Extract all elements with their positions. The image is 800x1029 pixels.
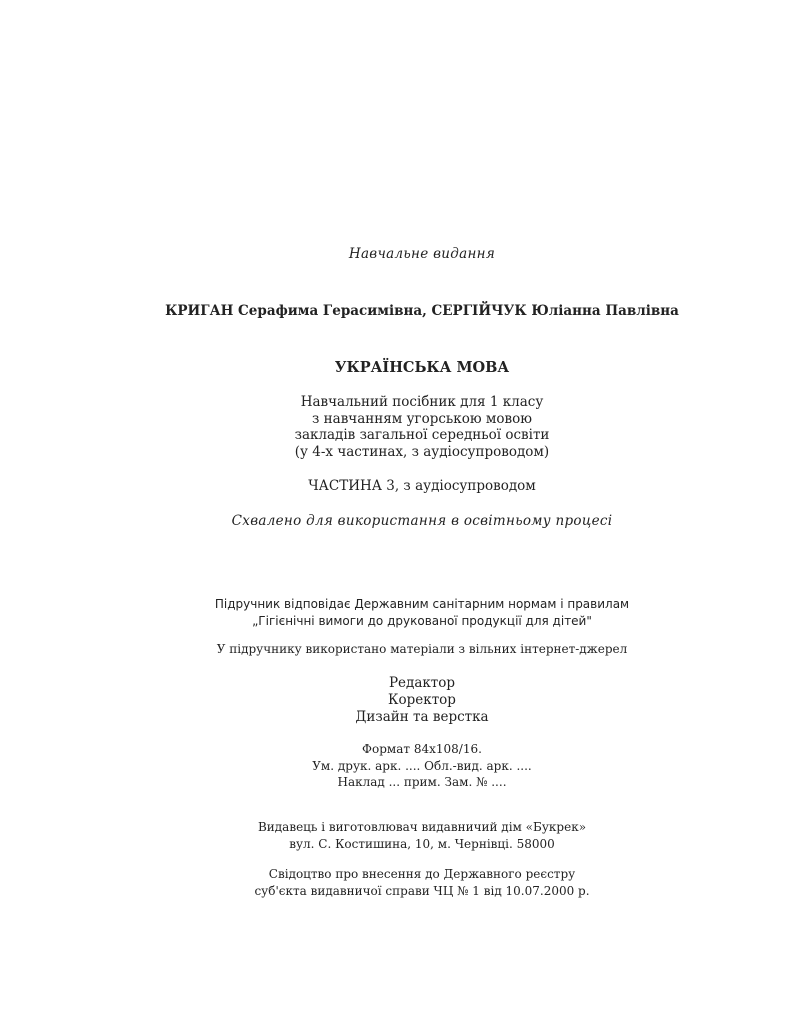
book-title: УКРАЇНСЬКА МОВА — [334, 359, 510, 376]
sanitary-note — [0, 596, 800, 629]
publisher-address: вул. С. Костишина, 10, м. Чернівці. 58000 — [289, 836, 555, 851]
certificate-line: Свідоцтво про внесення до Державного реєстру — [268, 867, 576, 881]
format-line: Наклад ... прим. Зам. № .... — [337, 775, 507, 790]
format-line: Ум. друк. арк. .... Обл.-вид. арк. .... — [312, 758, 532, 773]
staff-design: Дизайн та верстка — [355, 708, 489, 725]
format-info — [0, 741, 800, 791]
publisher-line: Видавець і виготовлювач видавничий дім «Букрек» — [257, 820, 587, 834]
sources-note: У підручнику використано матеріали з вільних інтернет-джерел — [216, 642, 628, 656]
subtitle-block — [0, 394, 800, 461]
registry-certificate — [0, 866, 800, 900]
staff-credits — [0, 675, 800, 725]
subtitle-line: з навчанням угорською мовою — [312, 410, 532, 427]
format-line: Формат 84x108/16. — [362, 742, 482, 756]
approval-note: Схвалено для використання в освітньому процесі — [231, 513, 613, 529]
certificate-line: суб'єкта видавничої справи ЧЦ № 1 від 10.07.2000 р. — [254, 883, 590, 898]
staff-proofreader: Коректор — [388, 691, 456, 708]
subtitle-line: закладів загальної середньої освіти — [294, 427, 550, 444]
staff-editor: Редактор — [388, 675, 456, 691]
authors: КРИГАН Серафима Герасимівна, СЕРГІЙЧУК Юліанна Павлівна — [165, 303, 679, 319]
publisher-info — [0, 819, 800, 853]
sanitary-line: „Гігієнічні вимоги до друкованої продукції для дітей" — [252, 613, 592, 628]
part-label: ЧАСТИНА 3, з аудіосупроводом — [308, 478, 536, 494]
sanitary-line: Підручник відповідає Державним санітарним нормам і правилам — [214, 597, 630, 611]
subtitle-line: Навчальний посібник для 1 класу — [300, 394, 544, 410]
edition-type: Навчальне видання — [348, 246, 496, 262]
subtitle-line: (у 4-х частинах, з аудіосупроводом) — [294, 444, 550, 461]
